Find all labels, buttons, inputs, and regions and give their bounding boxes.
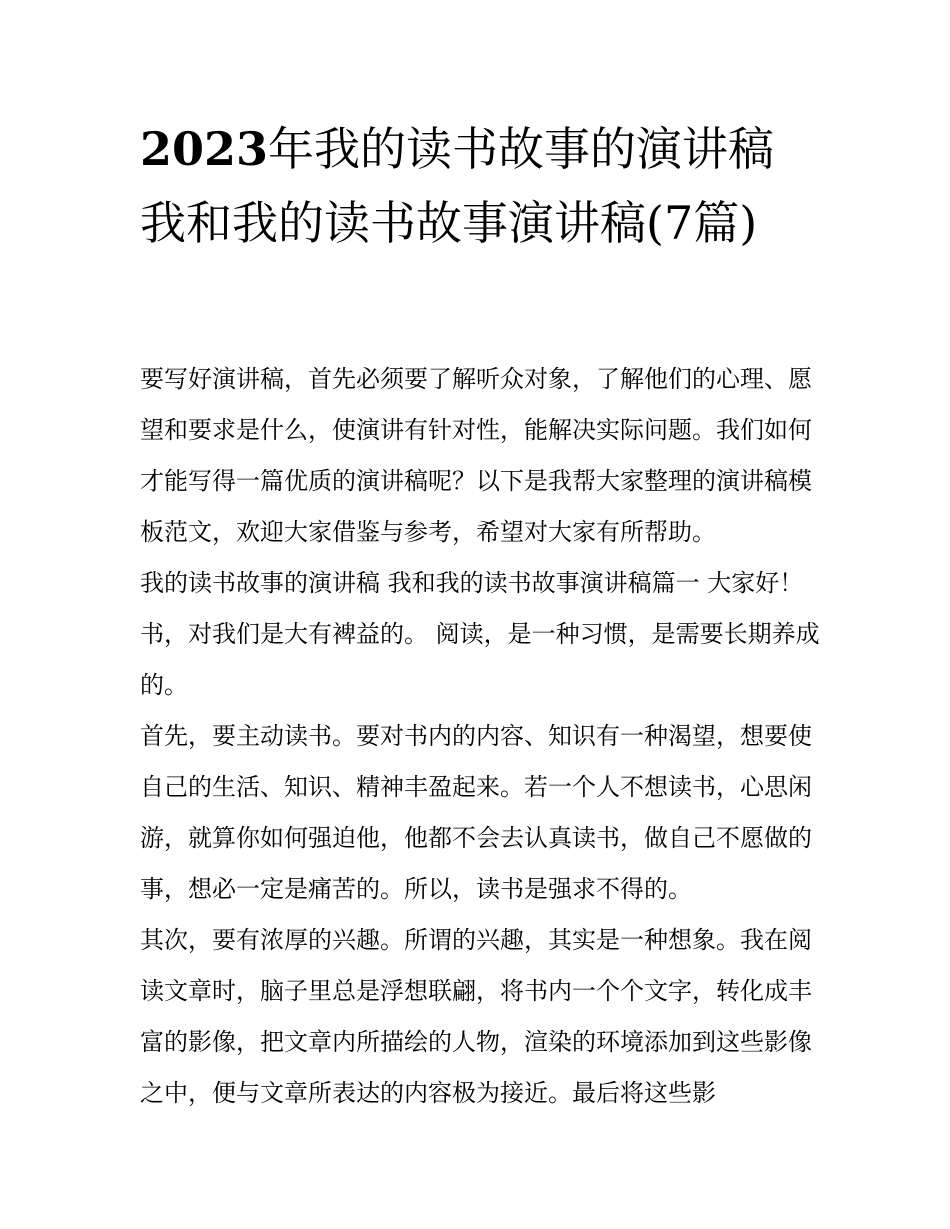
document-body bbox=[140, 354, 820, 1119]
title-year: 2023 bbox=[140, 122, 269, 176]
title-text: 年我的读书故事的演讲稿我和我的读书故事演讲稿(7篇) bbox=[140, 122, 775, 250]
paragraph-opening: 我的读书故事的演讲稿 我和我的读书故事演讲稿篇一 大家好！ 书，对我们是大有裨益的。 阅读，是一种习惯，是需要长期养成的。 bbox=[140, 569, 820, 699]
paragraph-intro: 要写好演讲稿，首先必须要了解听众对象，了解他们的心理、愿望和要求是什么，使演讲有针对性，能解决实际问题。我们如何才能写得一篇优质的演讲稿呢？以下是我帮大家整理的演讲稿模板范文，欢迎大家借鉴与参考，希望对大家有所帮助。 bbox=[140, 365, 812, 546]
paragraph-first: 首先，要主动读书。要对书内的内容、知识有一种渴望，想要使自己的生活、知识、精神丰盈起来。若一个人不想读书，心思闲游，就算你如何强迫他，他都不会去认真读书，做自己不愿做的事，想必一定是痛苦的。所以，读书是强求不得的。 bbox=[140, 722, 812, 903]
document-title bbox=[140, 112, 820, 260]
paragraph-second: 其次，要有浓厚的兴趣。所谓的兴趣，其实是一种想象。我在阅读文章时，脑子里总是浮想联翩，将书内一个个文字，转化成丰富的影像，把文章内所描绘的人物，渲染的环境添加到这些影像之中，便与文章所表达的内容极为接近。最后将这些影 bbox=[140, 926, 812, 1107]
